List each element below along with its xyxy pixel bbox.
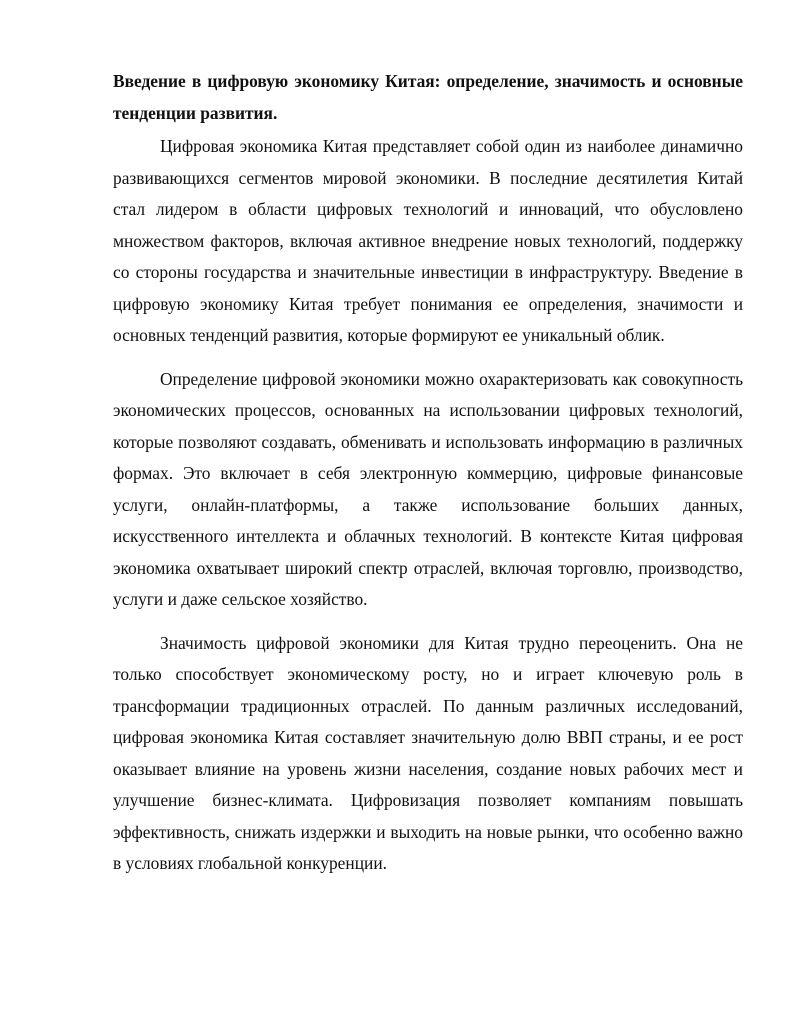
section-heading: Введение в цифровую экономику Китая: определение, значимость и основные тенденции развития. xyxy=(113,71,743,123)
paragraph-intro: Цифровая экономика Китая представляет собой один из наиболее динамично развивающихся сегментов мировой экономики. В последние десятилетия Китай стал лидером в области цифровых технологий и инноваций, что обусловлено множеством факторов, включая активное внедрение новых технологий, поддержку со стороны государства и значительные инвестиции в инфраструктуру. Введение в цифровую экономику Китая требует понимания ее определения, значимости и основных тенденций развития, которые формируют ее уникальный облик. xyxy=(113,136,743,345)
paragraph-significance: Значимость цифровой экономики для Китая трудно переоценить. Она не только способствует экономическому росту, но и играет ключевую роль в трансформации традиционных отраслей. По данным различных исследований, цифровая экономика Китая составляет значительную долю ВВП страны, и ее рост оказывает влияние на уровень жизни населения, создание новых рабочих мест и улучшение бизнес-климата. Цифровизация позволяет компаниям повышать эффективность, снижать издержки и выходить на новые рынки, что особенно важно в условиях глобальной конкуренции. xyxy=(113,632,743,873)
paragraph-definition: Определение цифровой экономики можно охарактеризовать как совокупность экономических процессов, основанных на использовании цифровых технологий, которые позволяют создавать, обменивать и использовать информацию в различных формах. Это включает в себя электронную коммерцию, цифровые финансовые услуги, онлайн-платформы, а также использование больших данных, искусственного интеллекта и облачных технологий. В контексте Китая цифровая экономика охватывает широкий спектр отраслей, включая торговлю, производство, услуги и даже сельское хозяйство. xyxy=(113,368,743,609)
document-page xyxy=(113,66,743,892)
